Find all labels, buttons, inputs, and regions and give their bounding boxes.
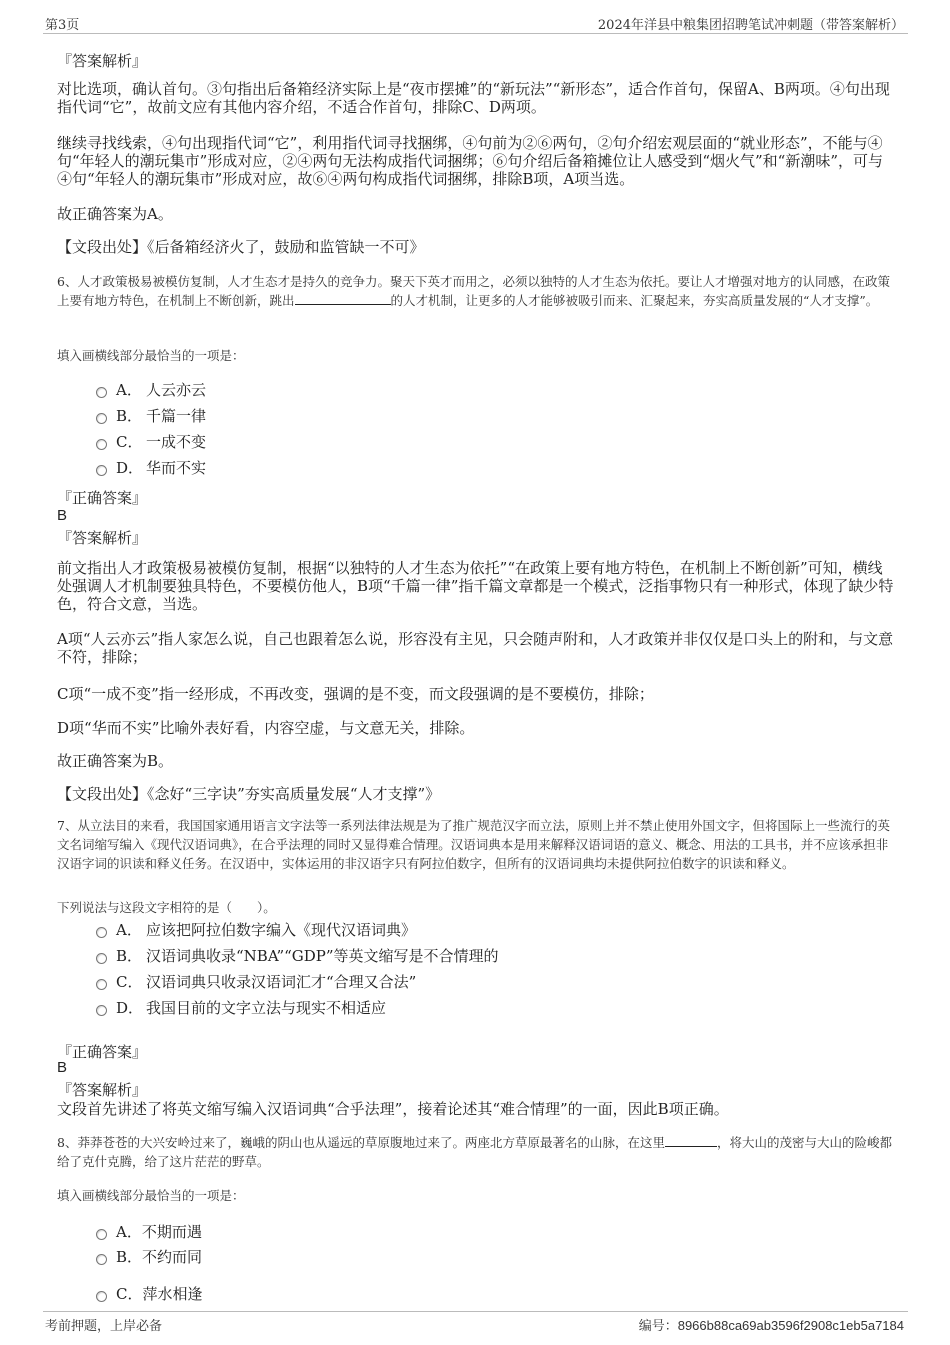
document-title: 2024年洋县中粮集团招聘笔试冲刺题（带答案解析） [597,18,904,33]
q7-correct-label: 『正确答案』 [57,1043,148,1061]
q8-stem [57,1133,897,1171]
q6-analysis-p3: C项“一成不变”指一经形成，不再改变，强调的是不变，而文段强调的是不要模仿，排除； [57,685,654,703]
q7-option-b[interactable]: B． 汉语词典收录“NBA”“GDP”等英文缩写是不合情理的 [96,947,499,965]
q7-stem: 7、从立法目的来看，我国国家通用语言文字法等一系列法律法规是为了推广规范汉字而立法，原则上并不禁止使用外国文字，但将国际上一些流行的英文名词缩写编入《现代汉语词典》，在合乎法理的同时又显得难合情理。汉语词典本是用来解释汉语词语的意义、概念、用法的工具书，并不应该承担非汉语字词的识读和释义任务。在汉语中，实体运用的非汉语字只有阿拉伯数字，但所有的汉语词典均未提供阿拉伯数字的识读和释义。 [57,818,890,871]
header-divider [43,33,908,34]
radio-icon[interactable] [96,1005,107,1016]
q6-option-d[interactable]: D． 华而不实 [96,459,206,477]
q7-option-d[interactable]: D． 我国目前的文字立法与现实不相适应 [96,999,386,1017]
q8-stem-part1: 8、莽莽苍苍的大兴安岭过来了，巍峨的阴山也从遥远的草原腹地过来了。两座北方草原最著名的山脉，在这里 [57,1135,665,1150]
q7-correct-answer: B [57,1059,68,1076]
q6-option-a[interactable]: A． 人云亦云 [96,381,206,399]
q6-option-b[interactable]: B． 千篇一律 [96,407,206,425]
q7-option-c[interactable]: C． 汉语词典只收录汉语词汇才“合理又合法” [96,973,416,991]
footer-slogan: 考前押题，上岸必备 [45,1319,163,1334]
q6-correct-label: 『正确答案』 [57,489,148,507]
q6-correct-answer: B [57,507,68,524]
radio-icon[interactable] [96,953,107,964]
q5-source: 【文段出处】《后备箱经济火了，鼓励和监管缺一不可》 [57,238,425,256]
footer-code-value: 8966b88ca69ab3596f2908c1eb5a7184 [677,1318,904,1333]
q6-prompt: 填入画横线部分最恰当的一项是： [57,348,245,363]
q5-analysis-p1: 对比选项，确认首句。③句指出后备箱经济实际上是“夜市摆摊”的“新玩法”“新形态”，适合作首句，保留A、B两项。④句出现指代词“它”，故前文应有其他内容介绍，不适合作首句，排除C、D两项。 [57,80,890,116]
q8-prompt: 填入画横线部分最恰当的一项是： [57,1188,245,1203]
q7-analysis-label: 『答案解析』 [57,1081,148,1099]
q8-blank [665,1134,717,1147]
q6-analysis-p2: A项“人云亦云”指人家怎么说，自己也跟着怎么说，形容没有主见，只会随声附和，人才政策并非仅仅是口头上的附和，与文意不符，排除； [57,630,894,666]
q6-analysis-p1: 前文指出人才政策极易被模仿复制，根据“以独特的人才生态为依托”“在政策上要有地方特色，在机制上不断创新”可知，横线处强调人才机制要独具特色，不要模仿他人，B项“千篇一律”指千篇文章都是一个模式，泛指事物只有一种形式，体现了缺少特色，符合文意，当选。 [57,559,894,613]
radio-icon[interactable] [96,439,107,450]
q6-blank [295,292,391,305]
q6-analysis-label: 『答案解析』 [57,529,148,547]
q6-source: 【文段出处】《念好“三字诀”夯实高质量发展“人才支撑”》 [57,785,441,803]
footer-divider [43,1311,908,1312]
q6-analysis-p4: D项“华而不实”比喻外表好看，内容空虚，与文意无关，排除。 [57,719,475,737]
q6-stem [57,272,897,310]
q5-analysis-label: 『答案解析』 [57,52,148,70]
q8-option-a[interactable]: A． 不期而遇 [96,1223,202,1241]
q5-analysis-p2: 继续寻找线索，④句出现指代词“它”，利用指代词寻找捆绑，④句前为②⑥两句，②句介绍宏观层面的“就业形态”，不能与④句“年轻人的潮玩集市”形成对应，②④两句无法构成指代词捆绑；⑥句介绍后备箱摊位让人感受到“烟火气”和“新潮味”，可与④句“年轻人的潮玩集市”形成对应，故⑥④两句构成指代词捆绑，排除B项，A项当选。 [57,134,884,188]
radio-icon[interactable] [96,979,107,990]
radio-icon[interactable] [96,927,107,938]
radio-icon[interactable] [96,1229,107,1240]
radio-icon[interactable] [96,465,107,476]
q7-analysis-p1: 文段首先讲述了将英文缩写编入汉语词典“合乎法理”，接着论述其“难合情理”的一面，因此B项正确。 [57,1100,729,1118]
q6-stem-part2: 的人才机制，让更多的人才能够被吸引而来、汇聚起来，夯实高质量发展的“人才支撑”。 [390,293,879,308]
q5-conclusion: 故正确答案为A。 [57,205,173,223]
q8-option-c[interactable]: C． 萍水相逢 [96,1285,203,1303]
radio-icon[interactable] [96,387,107,398]
q7-option-a[interactable]: A． 应该把阿拉伯数字编入《现代汉语词典》 [96,921,416,939]
footer-code-label: 编号： [638,1319,678,1334]
q8-option-b[interactable]: B． 不约而同 [96,1248,202,1266]
q6-option-c[interactable]: C． 一成不变 [96,433,206,451]
q8-stem-part2: ，将大山的茂密与大山的险峻都给了克什克腾，给了这片茫茫的野草。 [57,1135,892,1169]
q7-prompt: 下列说法与这段文字相符的是（ ）。 [57,900,276,915]
q6-conclusion: 故正确答案为B。 [57,752,174,770]
radio-icon[interactable] [96,413,107,424]
radio-icon[interactable] [96,1254,107,1265]
page-number: 第3页 [45,18,80,33]
q6-stem-part1: 6、人才政策极易被模仿复制，人才生态才是持久的竞争力。聚天下英才而用之，必须以独特的人才生态为依托。要让人才增强对地方的认同感，在政策上要有地方特色，在机制上不断创新，跳出 [57,274,890,308]
radio-icon[interactable] [96,1291,107,1302]
footer-code [639,1315,904,1334]
